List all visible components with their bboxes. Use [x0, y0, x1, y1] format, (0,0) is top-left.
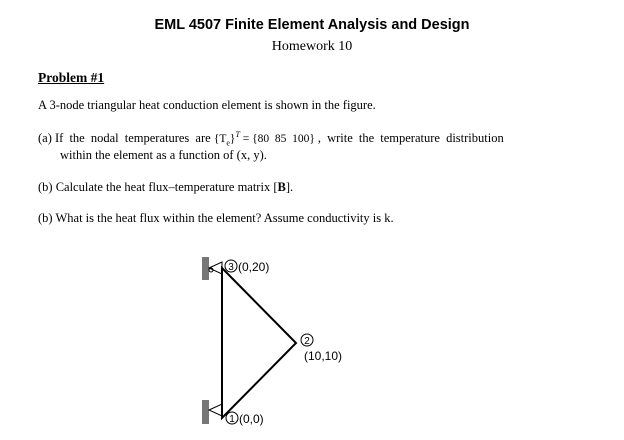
problem-intro: A 3-node triangular heat conduction element is shown in the figure. [38, 98, 376, 112]
part-a-line2: within the element as a function of (x, y). [60, 148, 267, 162]
part-a-text-end: , write the temperature distribution [317, 130, 504, 145]
course-title: EML 4507 Finite Element Analysis and Design [154, 17, 470, 33]
node-2-coord: (10,10) [304, 349, 343, 363]
node-3-coord: (0,20) [238, 260, 270, 274]
part-b-label: (b) [38, 180, 53, 194]
node-1-number: 1 [229, 414, 235, 425]
problem-title: Problem #1 [38, 70, 105, 85]
part-b-text: Calculate the heat flux–temperature matrix [ [55, 180, 278, 194]
homework-subtitle: Homework 10 [271, 39, 353, 54]
triangle-element [222, 268, 296, 418]
top-wall-support [202, 257, 209, 280]
bottom-wall-support [202, 400, 209, 424]
part-a-label: (a) [38, 130, 52, 145]
node-2-number: 2 [304, 336, 310, 347]
node-1-coord: (0,0) [239, 412, 264, 426]
temperature-vector-equation: $\{T_e\}^T = \{80$ 85 100} [213, 130, 318, 148]
node-3-number: 3 [228, 262, 234, 273]
b-matrix-symbol: B [277, 180, 286, 194]
bottom-pin-support [209, 404, 222, 416]
part-b-end: ]. [285, 180, 294, 194]
part-c-label: (b) [38, 211, 53, 225]
part-c-text: What is the heat flux within the element? Assume conductivity is k. [55, 211, 394, 225]
part-a-text: If the nodal temperatures are [55, 130, 211, 145]
